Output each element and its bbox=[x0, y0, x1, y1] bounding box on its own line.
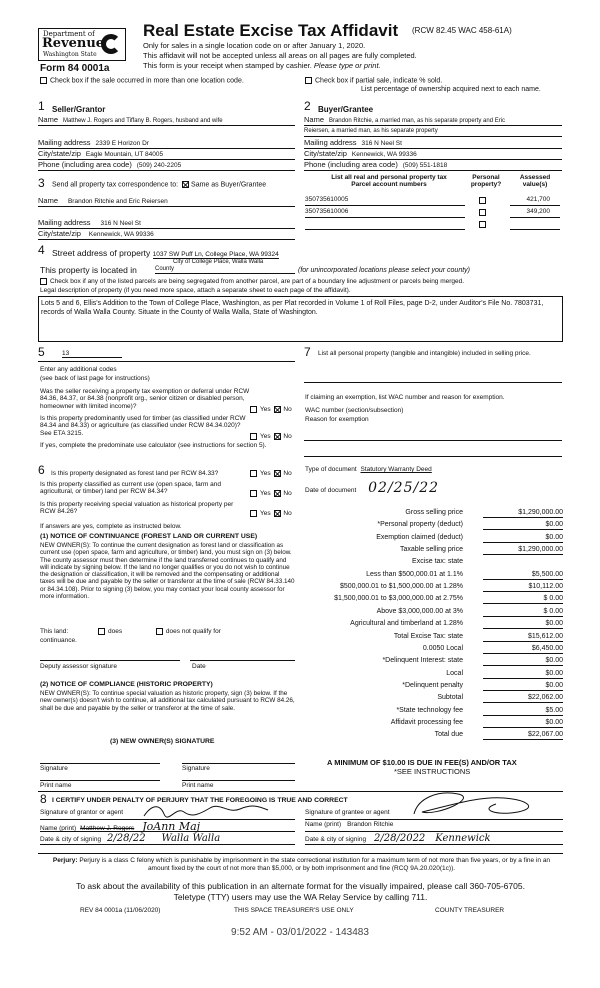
located-label: This property is located in bbox=[40, 265, 137, 275]
tax-row bbox=[305, 595, 563, 605]
grantee-signature[interactable] bbox=[408, 788, 558, 820]
alt-format-note: To ask about the availability of this publication in an alternate format for the visually impaired, please call 360-705-6705. bbox=[76, 881, 525, 891]
sec5-enter-codes: Enter any additional codes bbox=[40, 366, 117, 373]
tax-row-amount[interactable]: $0.00 bbox=[483, 657, 563, 666]
deputy-label: Deputy assessor signature bbox=[40, 663, 117, 670]
tax-row-label: Total due bbox=[434, 731, 463, 739]
no-checkbox[interactable] bbox=[274, 433, 281, 440]
checkbox[interactable] bbox=[305, 77, 312, 84]
yes-checkbox[interactable] bbox=[250, 510, 257, 517]
yes-label: Yes bbox=[260, 510, 271, 518]
tax-row bbox=[305, 558, 563, 568]
tax-row bbox=[305, 657, 563, 667]
sec5-q1-answer bbox=[250, 406, 292, 414]
logo-text-2: Revenue bbox=[42, 36, 105, 51]
sec6-if-yes: If answers are yes, complete as instructed below. bbox=[40, 523, 182, 530]
buyer-phone-value[interactable]: (509) 551-1818 bbox=[402, 162, 448, 169]
parcel-row bbox=[305, 196, 560, 206]
buyer-phone-label: Phone (including area code) bbox=[304, 160, 398, 169]
grantee-name-label: Name (print) bbox=[305, 821, 342, 828]
form-number: Form 84 0001a bbox=[40, 63, 110, 74]
located-value[interactable] bbox=[155, 259, 295, 274]
seller-phone-value[interactable]: (509) 240-2205 bbox=[136, 162, 182, 169]
street-section-num: 4 bbox=[38, 243, 45, 257]
tax-row-amount[interactable]: $0.00 bbox=[483, 620, 563, 629]
tax-row-amount[interactable]: $0.00 bbox=[483, 521, 563, 530]
wac-reason: Reason for exemption bbox=[305, 416, 369, 423]
legal-desc-box[interactable]: Lots 5 and 6, Ellis's Addition to the Town of College Place, Washington, as per Plat recorded in Volume 1 of Roll Files, page D-2, under Auditor's File No. 7803731, records of Walla Walla County. Situate in the County of Walla Walla, State of Washington. bbox=[38, 296, 563, 342]
buyer-address-row bbox=[304, 139, 562, 149]
sec5-code-line-2 bbox=[38, 361, 295, 362]
tax-row-amount[interactable]: $5,500.00 bbox=[483, 571, 563, 580]
seller-city-row bbox=[38, 150, 295, 160]
tax-row-label: Less than $500,000.01 at 1.1% bbox=[366, 570, 463, 578]
corr-section-num: 3 bbox=[38, 176, 45, 190]
tax-row-amount[interactable]: $ 0.00 bbox=[483, 608, 563, 617]
buyer-heading: Buyer/Grantee bbox=[318, 105, 374, 114]
tax-row bbox=[305, 546, 563, 556]
seller-address-row bbox=[38, 139, 295, 149]
sec6-n1-title: (1) NOTICE OF CONTINUANCE (FOREST LAND OR CURRENT USE) bbox=[40, 533, 258, 540]
logo-text-3: Washington State bbox=[43, 51, 97, 58]
does-not-checkbox[interactable] bbox=[156, 628, 163, 635]
personal-property-checkbox[interactable] bbox=[479, 197, 486, 204]
yes-label: Yes bbox=[260, 470, 271, 478]
deputy-date-label: Date bbox=[192, 663, 206, 670]
tax-row-label: $1,500,000.01 to $3,000,000.00 at 2.75% bbox=[334, 595, 463, 603]
sec7-num: 7 bbox=[304, 345, 311, 359]
parcel-col2-line2: property? bbox=[470, 181, 502, 189]
sig-label-1: Signature bbox=[40, 765, 68, 772]
grantor-signature[interactable] bbox=[140, 800, 280, 820]
county-treasurer: COUNTY TREASURER bbox=[435, 907, 505, 914]
segregated-check[interactable] bbox=[40, 278, 464, 286]
receipt-stamp: 9:52 AM - 03/01/2022 - 143483 bbox=[231, 927, 369, 938]
sec5-see-back: (see back of last page for instructions) bbox=[40, 375, 150, 382]
sec6-n2-text: NEW OWNER(S): To continue special valuation as historic property, sign (3) below. If the new owner(s) doesn't wish to continue, all additional tax calculated pursuant to RCW 84.26, shall be due and payable by the seller or transferor at the time of sale. bbox=[40, 690, 295, 712]
partial-sale-label: Check box if partial sale, indicate % sold. bbox=[315, 77, 443, 85]
tax-row bbox=[305, 731, 563, 741]
sec7-text: List all personal property (tangible and intangible) included in selling price. bbox=[318, 350, 531, 357]
corr-city-label: City/state/zip bbox=[38, 229, 81, 238]
buyer-address-value[interactable]: 316 N Neel St bbox=[361, 140, 402, 147]
doc-date-row bbox=[305, 480, 439, 496]
tax-row-label: Local bbox=[446, 669, 463, 677]
buyer-name-row-2 bbox=[304, 127, 562, 137]
parcel-number[interactable]: 350735610006 bbox=[305, 208, 465, 218]
form-title: Real Estate Excise Tax Affidavit bbox=[143, 21, 399, 40]
parcel-col2-line1: Personal bbox=[472, 174, 500, 181]
tax-row-label: Total Excise Tax: state bbox=[393, 632, 463, 640]
tax-row-amount[interactable]: $6,450.00 bbox=[483, 645, 563, 654]
street-label: Street address of property bbox=[52, 248, 151, 258]
buyer-section-num: 2 bbox=[304, 99, 311, 113]
logo-emblem-icon bbox=[101, 34, 121, 54]
yes-label: Yes bbox=[260, 406, 271, 414]
deputy-signature-line[interactable] bbox=[40, 660, 180, 661]
legal-desc-label: Legal description of property (if you need more space, attach a separate sheet to each page of the affidavit). bbox=[40, 287, 351, 294]
doc-date-label: Date of document bbox=[305, 487, 357, 494]
no-checkbox[interactable] bbox=[274, 490, 281, 497]
teletype-note: Teletype (TTY) users may use the WA Relay Service by calling 711. bbox=[173, 892, 428, 902]
corr-address-label: Mailing address bbox=[38, 218, 91, 227]
corr-name-value[interactable]: Brandon Ritchie and Eric Reiersen bbox=[67, 198, 168, 205]
perjury-label: Perjury: bbox=[52, 857, 78, 864]
deputy-date-line[interactable] bbox=[190, 660, 295, 661]
tax-row-amount[interactable]: $ 0.00 bbox=[483, 595, 563, 604]
no-label: No bbox=[283, 406, 292, 414]
wac-claim: If claiming an exemption, list WAC number and reason for exemption. bbox=[305, 394, 505, 401]
sec6-q1-answer bbox=[250, 470, 292, 478]
yes-label: Yes bbox=[260, 490, 271, 498]
buyer-name-label: Name bbox=[304, 115, 325, 124]
sec5-q3: If yes, complete the predominate use calculator (see instructions for section 5). bbox=[40, 442, 267, 449]
sec6-continuance: continuance. bbox=[40, 637, 77, 644]
sec8-num: 8 bbox=[40, 792, 47, 806]
this-land-label: This land: bbox=[40, 628, 69, 636]
seller-address-value[interactable]: 2339 E Horizon Dr bbox=[95, 140, 149, 147]
logo-text-1: Department of bbox=[43, 30, 95, 38]
corr-name-row bbox=[38, 197, 295, 207]
form-revision: REV 84 0001a (11/06/2020) bbox=[80, 907, 161, 914]
same-as-buyer-checkbox[interactable] bbox=[182, 181, 189, 188]
located-value-2: County bbox=[155, 265, 175, 272]
tax-row-amount[interactable]: $22,062.00 bbox=[483, 694, 563, 703]
tax-row bbox=[305, 682, 563, 692]
tax-row-label: $500,000.01 to $1,500,000.00 at 1.28% bbox=[340, 583, 463, 591]
multi-location-check[interactable] bbox=[40, 77, 244, 85]
located-value-1: City of College Place, Walla Walla bbox=[173, 259, 264, 265]
tax-row-amount[interactable]: $0.00 bbox=[483, 534, 563, 543]
tax-row-amount[interactable]: $22,067.00 bbox=[483, 731, 563, 740]
tax-row bbox=[305, 670, 563, 680]
header-note-2: This affidavit will not be accepted unless all areas on all pages are fully completed. bbox=[143, 51, 417, 60]
tax-row-label: *State technology fee bbox=[396, 706, 463, 714]
tax-row-amount[interactable]: $0.00 bbox=[483, 682, 563, 691]
parcel-value[interactable]: 421,700 bbox=[510, 196, 560, 206]
tax-row bbox=[305, 583, 563, 593]
print-label-1: Print name bbox=[40, 782, 72, 789]
print-label-2: Print name bbox=[182, 782, 214, 789]
perjury-text bbox=[44, 857, 559, 874]
grantor-city-value[interactable]: Walla Walla bbox=[161, 833, 221, 844]
sec5-q1: Was the seller receiving a property tax exemption or deferral under RCW 84.36, 84.37, or 84.38 (nonprofit org., senior citizen or disabled person, homeowner with limited income)? bbox=[40, 388, 250, 410]
sec6-q3-answer bbox=[250, 510, 292, 518]
segregated-label: Check box if any of the listed parcels are being segregated from another parcel, are part of a boundary line adjustment or parcels being merged. bbox=[50, 278, 465, 286]
tax-row-amount[interactable]: $10,112.00 bbox=[483, 583, 563, 592]
yes-checkbox[interactable] bbox=[250, 490, 257, 497]
tax-row-amount[interactable]: $15,612.00 bbox=[483, 633, 563, 642]
does-checkbox[interactable] bbox=[98, 628, 105, 635]
seller-section-num: 1 bbox=[38, 99, 45, 113]
same-as-buyer-label: Same as Buyer/Grantee bbox=[191, 181, 267, 189]
seller-name-value[interactable]: Matthew J. Rogers and Tiffany B. Rogers, husband and wife bbox=[62, 118, 223, 124]
multi-location-label: Check box if the sale occurred in more than one location code. bbox=[50, 77, 244, 85]
buyer-phone-row bbox=[304, 161, 562, 171]
wac-reason-line-1[interactable] bbox=[304, 440, 562, 441]
buyer-name-value-2[interactable]: Reiersen, a married man, as his separate property bbox=[304, 128, 438, 134]
grantor-handwritten-name[interactable]: JoAnn Maj bbox=[142, 820, 201, 833]
seller-name-row bbox=[38, 116, 295, 126]
tax-row-label: Gross selling price bbox=[405, 509, 463, 516]
tax-row bbox=[305, 707, 563, 717]
sec5-num: 5 bbox=[38, 345, 45, 359]
certify-statement: I CERTIFY UNDER PENALTY OF PERJURY THAT THE FOREGOING IS TRUE AND CORRECT bbox=[52, 797, 348, 804]
sig-label-2: Signature bbox=[182, 765, 210, 772]
seller-phone-label: Phone (including area code) bbox=[38, 160, 132, 169]
sec6-q2-answer bbox=[250, 490, 292, 498]
unincorporated-note: (for unincorporated locations please select your county) bbox=[298, 267, 470, 274]
seller-name-label: Name bbox=[38, 115, 59, 124]
personal-property-line[interactable] bbox=[304, 382, 562, 383]
tax-row bbox=[305, 719, 563, 729]
grantee-city-value[interactable]: Kennewick bbox=[435, 833, 491, 844]
sec5-q2: Is this property predominantly used for timber (as classified under RCW 84.34 and 84.33) or agriculture (as classified under RCW 84.34.020)? See ETA 3215. bbox=[40, 415, 246, 437]
grantee-date-row bbox=[305, 833, 563, 845]
doc-type-label: Type of document bbox=[305, 466, 357, 473]
buyer-city-value[interactable]: Kennewick, WA 99336 bbox=[351, 151, 417, 158]
corr-name-label: Name bbox=[38, 196, 59, 205]
tax-row-label: *Delinquent penalty bbox=[402, 681, 463, 689]
parcel-number[interactable] bbox=[305, 220, 465, 230]
sec6-n2-title: (2) NOTICE OF COMPLIANCE (HISTORIC PROPERTY) bbox=[40, 681, 213, 688]
grantee-name-value[interactable]: Brandon Ritchie bbox=[347, 821, 394, 828]
grantor-name-label: Name (print) bbox=[40, 825, 77, 832]
buyer-name-value-1[interactable]: Brandon Ritchie, a married man, as his separate property and Eric bbox=[328, 118, 506, 124]
header-note-3 bbox=[143, 62, 381, 71]
sec6-q1: Is this property designated as forest land per RCW 84.33? bbox=[51, 470, 219, 477]
sec6-num: 6 bbox=[38, 463, 45, 477]
parcel-col3-header bbox=[510, 174, 560, 189]
tax-row bbox=[305, 521, 563, 531]
grantor-date-value[interactable]: 2/28/22 bbox=[107, 833, 146, 844]
sec6-q2: Is this property classified as current use (open space, farm and agricultural, or timber) land per RCW 84.34? bbox=[40, 481, 222, 496]
print-name-line-2[interactable] bbox=[182, 780, 295, 781]
buyer-city-row bbox=[304, 150, 562, 160]
tax-row bbox=[305, 620, 563, 630]
corr-city-value[interactable]: Kennewick, WA 99336 bbox=[88, 231, 154, 238]
seller-city-label: City/state/zip bbox=[38, 149, 81, 158]
tax-row-label: Excise tax: state bbox=[412, 558, 463, 566]
buyer-city-label: City/state/zip bbox=[304, 149, 347, 158]
tax-row bbox=[305, 633, 563, 643]
grantee-name-row bbox=[305, 821, 563, 832]
parcel-col3-line2: value(s) bbox=[522, 181, 548, 189]
corr-address-value[interactable]: 316 N Neel St bbox=[100, 220, 141, 227]
tax-row-amount[interactable]: $0.00 bbox=[483, 719, 563, 728]
tax-row-label: *Delinquent Interest: state bbox=[382, 657, 463, 665]
doc-type-row bbox=[305, 466, 432, 473]
perjury-top-rule bbox=[38, 853, 563, 854]
does-label: does bbox=[108, 628, 123, 636]
doc-type-value[interactable]: Statutory Warranty Deed bbox=[360, 466, 432, 473]
personal-property-checkbox[interactable] bbox=[479, 209, 486, 216]
corr-city-row bbox=[38, 230, 295, 240]
form-citation: (RCW 82.45 WAC 458-61A) bbox=[412, 26, 512, 35]
tax-row bbox=[305, 509, 563, 519]
minimum-due: A MINIMUM OF $10.00 IS DUE IN FEE(S) AND/OR TAX bbox=[327, 758, 517, 767]
no-label: No bbox=[283, 470, 292, 478]
tax-row bbox=[305, 571, 563, 581]
yes-label: Yes bbox=[260, 433, 271, 441]
seller-city-value[interactable]: Eagle Mountain, UT 84005 bbox=[85, 151, 164, 158]
grantor-date-label: Date & city of signing bbox=[40, 836, 102, 843]
header-note-3a: This form is your receipt when stamped by cashier. bbox=[143, 61, 314, 70]
yes-checkbox[interactable] bbox=[250, 470, 257, 477]
partial-sale-sub: List percentage of ownership acquired next to each name. bbox=[361, 86, 541, 93]
sec5-q2-answer bbox=[250, 433, 292, 441]
no-label: No bbox=[283, 433, 292, 441]
tax-row-label: Taxable selling price bbox=[399, 546, 463, 554]
parcel-col1-line2: Parcel account numbers bbox=[351, 181, 427, 189]
parcel-row bbox=[305, 220, 560, 230]
new-owner-signature-line-2[interactable] bbox=[182, 763, 295, 764]
corr-address-row bbox=[38, 219, 295, 229]
parcel-col1-line1: List all real and personal property tax bbox=[331, 174, 447, 181]
wac-reason-line-2[interactable] bbox=[304, 456, 562, 457]
no-checkbox[interactable] bbox=[274, 406, 281, 413]
tax-row-label: Affidavit processing fee bbox=[390, 718, 463, 726]
treasurer-use-only: THIS SPACE TREASURER'S USE ONLY bbox=[234, 907, 354, 914]
no-checkbox[interactable] bbox=[274, 510, 281, 517]
tax-row-amount[interactable]: $1,290,000.00 bbox=[483, 509, 563, 518]
partial-sale-check[interactable] bbox=[305, 77, 442, 85]
parcel-col3-line1: Assessed bbox=[519, 174, 551, 181]
tax-row-label: Above $3,000,000.00 at 3% bbox=[376, 607, 463, 615]
tax-row-label: Agricultural and timberland at 1.28% bbox=[350, 620, 463, 628]
grantor-name-row bbox=[40, 821, 295, 832]
street-row bbox=[52, 249, 362, 259]
no-label: No bbox=[283, 510, 292, 518]
grantee-date-label: Date & city of signing bbox=[305, 836, 367, 843]
buyer-address-label: Mailing address bbox=[304, 138, 357, 147]
does-not-label: does not qualify for bbox=[165, 628, 221, 636]
personal-property-checkbox[interactable] bbox=[479, 221, 486, 228]
grantee-date-value[interactable]: 2/28/2022 bbox=[374, 833, 426, 844]
no-label: No bbox=[283, 490, 292, 498]
wac-number: WAC number (section/subsection) bbox=[305, 407, 404, 414]
parcel-value[interactable]: 349,200 bbox=[510, 208, 560, 218]
no-checkbox[interactable] bbox=[274, 470, 281, 477]
tax-row bbox=[305, 694, 563, 704]
tax-row bbox=[305, 534, 563, 544]
sec6-this-land bbox=[40, 628, 221, 636]
tax-row bbox=[305, 645, 563, 655]
tax-row-amount[interactable]: $0.00 bbox=[483, 670, 563, 679]
tax-row-label: *Personal property (deduct) bbox=[377, 521, 463, 529]
sec6-q3: Is this property receiving special valuation as historical property per RCW 84.26? bbox=[40, 501, 234, 516]
parcel-col1-header bbox=[314, 174, 464, 189]
perjury-body: Perjury is a class C felony which is punishable by imprisonment in the state correctional institution for a maximum term of not more than five years, or by a fine in an amount fixed by the court of not more than $5,000, or by both imprisonment and fine (RCQ 9A.20.020(1c)). bbox=[79, 857, 551, 873]
parcel-number[interactable]: 350735610005 bbox=[305, 196, 465, 206]
grantor-sig-label: Signature of grantor or agent bbox=[40, 809, 124, 816]
tax-row-label: Subtotal bbox=[437, 694, 463, 702]
tax-row-label: Exemption claimed (deduct) bbox=[376, 533, 463, 541]
see-instructions: *SEE INSTRUCTIONS bbox=[394, 767, 471, 776]
grantee-sig-label: Signature of grantee or agent bbox=[305, 809, 390, 816]
checkbox[interactable] bbox=[40, 77, 47, 84]
yes-checkbox[interactable] bbox=[250, 406, 257, 413]
seller-address-label: Mailing address bbox=[38, 138, 91, 147]
yes-checkbox[interactable] bbox=[250, 433, 257, 440]
sec6-n3-title: (3) NEW OWNER(S) SIGNATURE bbox=[110, 738, 215, 745]
grantor-date-row bbox=[40, 833, 295, 845]
sec6-n1-text: NEW OWNER(S): To continue the current designation as forest land or classification as current use (open space, farm and agriculture, or timber) land, you must sign on (3) below. The county assessor must then determine if the land transferred continues to qualify and will indicate by signing below. If the land no longer qualifies or you do not wish to continue the designation or classification, it will be removed and the compensating or additional taxes will be due and payable by the seller or transferor at the time of sale (RCW 84.33.140 or 84.34.108). Prior to signing (3) below, you may contact your local county assessor for more information. bbox=[40, 542, 295, 601]
parcel-col2-header bbox=[467, 174, 505, 189]
parcel-row bbox=[305, 208, 560, 218]
corr-label-row bbox=[52, 181, 266, 189]
doc-date-value[interactable]: 02/25/22 bbox=[368, 480, 440, 496]
grantor-name-value[interactable]: Matthew J. Rogers bbox=[80, 825, 135, 832]
tax-row-label: 0.0050 Local bbox=[422, 644, 463, 652]
parcel-value[interactable] bbox=[510, 220, 560, 230]
tax-row-amount[interactable]: $5.00 bbox=[483, 707, 563, 716]
checkbox[interactable] bbox=[40, 278, 47, 285]
tax-row bbox=[305, 608, 563, 618]
corr-label: Send all property tax correspondence to: bbox=[52, 181, 179, 189]
header-note-3b: Please type or print. bbox=[313, 61, 381, 70]
tax-row-amount[interactable]: $1,290,000.00 bbox=[483, 546, 563, 555]
dor-logo bbox=[38, 28, 126, 61]
seller-heading: Seller/Grantor bbox=[52, 105, 106, 114]
seller-phone-row bbox=[38, 161, 295, 171]
street-value[interactable]: 1037 SW Puff Ln, College Place, WA 99324 bbox=[152, 251, 279, 258]
print-name-line-1[interactable] bbox=[40, 780, 160, 781]
header-note-1: Only for sales in a single location code on or after January 1, 2020. bbox=[143, 41, 366, 50]
sec5-code[interactable]: 13 bbox=[62, 350, 122, 358]
buyer-name-row bbox=[304, 116, 562, 126]
new-owner-signature-line-1[interactable] bbox=[40, 763, 160, 764]
